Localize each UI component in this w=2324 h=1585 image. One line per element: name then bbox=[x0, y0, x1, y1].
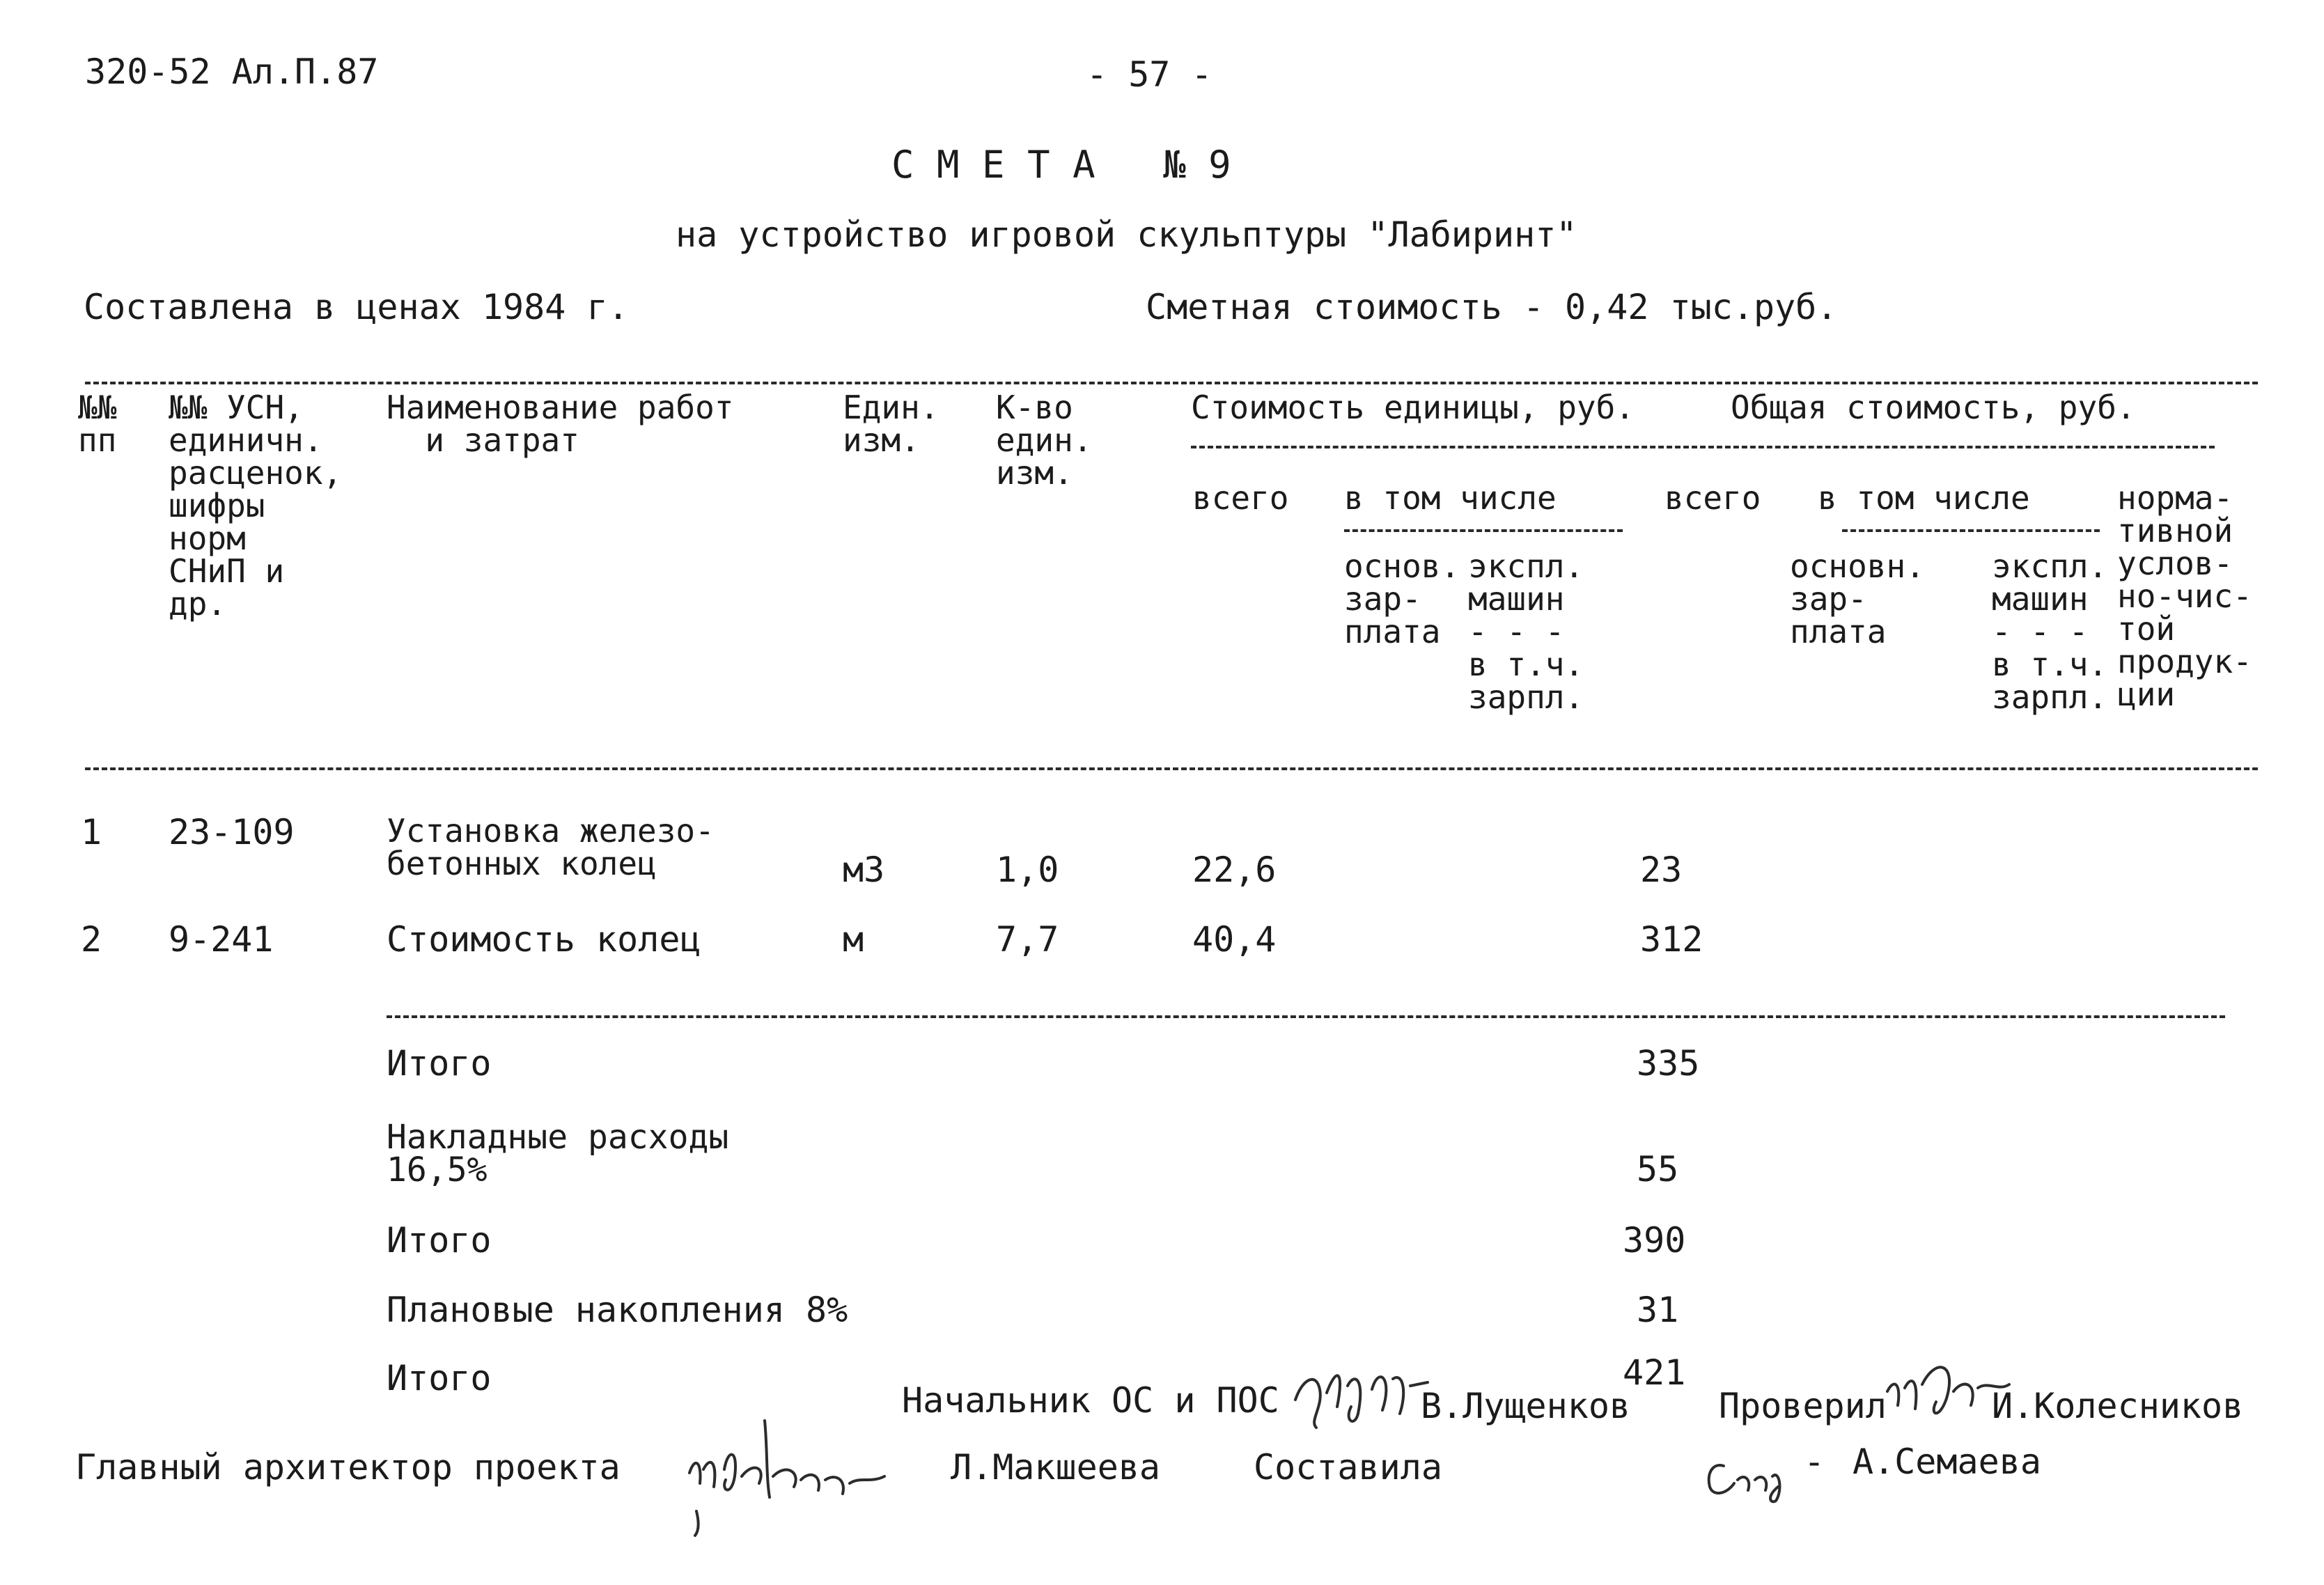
header-qty: К-во един. изм. bbox=[996, 389, 1093, 492]
header-total-cost-total: всего bbox=[1664, 479, 1761, 517]
document-title: С М Е Т А № 9 bbox=[891, 143, 1231, 187]
chief-architect-title: Главный архитектор проекта bbox=[75, 1447, 621, 1488]
summary-planned-savings-label: Плановые накопления 8% bbox=[387, 1290, 848, 1330]
header-total-cost: Общая стоимость, руб. bbox=[1731, 389, 2136, 426]
row-1-unit: м3 bbox=[843, 850, 885, 890]
header-code: №№ УСН, единичн. расценок, шифры норм СНиП и др. bbox=[169, 389, 343, 623]
chief-architect-name: Л.Макшеева bbox=[951, 1447, 1161, 1488]
row-2-name: Стоимость колец bbox=[387, 919, 701, 960]
compiled-name: А.Семаева bbox=[1853, 1442, 2041, 1482]
row-1-code: 23-109 bbox=[169, 812, 295, 852]
page-number: - 57 - bbox=[1086, 54, 1212, 95]
header-name: Наименование работ и затрат bbox=[387, 389, 734, 459]
summary-total-label: Итого bbox=[387, 1358, 492, 1398]
row-2-num: 2 bbox=[81, 919, 102, 960]
chief-dept-name: В.Лущенков bbox=[1421, 1386, 1631, 1426]
summary-total-value: 421 bbox=[1623, 1352, 1686, 1393]
compiled-name-dash: - bbox=[1804, 1442, 1825, 1482]
summary-subtotal-1-value: 335 bbox=[1637, 1043, 1700, 1084]
estimated-cost: Сметная стоимость - 0,42 тыс.руб. bbox=[1146, 287, 1838, 327]
row-2-code: 9-241 bbox=[169, 919, 274, 960]
summary-overhead-label: Накладные расходы 16,5% bbox=[387, 1118, 729, 1189]
row-1-unit-total: 22,6 bbox=[1192, 850, 1277, 890]
header-unit-cost-incl: в том числе bbox=[1344, 479, 1557, 517]
document-subtitle: на устройство игровой скульптуры "Лабиринт" bbox=[676, 214, 1577, 255]
prices-note: Составлена в ценах 1984 г. bbox=[84, 287, 629, 327]
row-1-name: Установка железо- бетонных колец bbox=[387, 812, 715, 882]
row-1-num: 1 bbox=[81, 812, 102, 852]
summary-subtotal-2-value: 390 bbox=[1623, 1220, 1686, 1260]
chief-architect-signature bbox=[683, 1407, 898, 1539]
row-2-total: 312 bbox=[1640, 919, 1703, 960]
header-total-cost-machines: экспл. машин - - - в т.ч. зарпл. bbox=[1992, 547, 2108, 716]
summary-subtotal-2-label: Итого bbox=[387, 1220, 492, 1260]
header-total-cost-wage: основн. зар- плата bbox=[1790, 547, 1925, 650]
header-bottom-rule bbox=[85, 767, 2258, 770]
header-total-cost-incl: в том числе bbox=[1818, 479, 2030, 517]
header-unit: Един. изм. bbox=[843, 389, 939, 459]
total-incl-rule bbox=[1842, 529, 2100, 532]
row-2-unit: м bbox=[843, 919, 864, 960]
chief-dept-signature bbox=[1288, 1351, 1442, 1435]
header-unit-cost-total: всего bbox=[1192, 479, 1289, 517]
header-normative-output: норма- тивной услов- но-чис- той продук- ции bbox=[2117, 479, 2252, 713]
row-2-qty: 7,7 bbox=[996, 919, 1059, 960]
chief-dept-title: Начальник ОС и ПОС bbox=[902, 1380, 1279, 1421]
checked-title: Проверил bbox=[1719, 1386, 1887, 1426]
header-unit-cost: Стоимость единицы, руб. bbox=[1191, 389, 1635, 426]
document-code: 320-52 Ал.П.87 bbox=[85, 52, 379, 92]
compiled-title: Составила bbox=[1254, 1447, 1442, 1488]
row-1-qty: 1,0 bbox=[996, 850, 1059, 890]
row-2-unit-total: 40,4 bbox=[1192, 919, 1277, 960]
header-top-rule bbox=[85, 382, 2258, 384]
summary-planned-savings-value: 31 bbox=[1637, 1290, 1679, 1330]
summary-overhead-value: 55 bbox=[1637, 1149, 1679, 1189]
compiled-signature bbox=[1696, 1428, 1800, 1504]
header-unit-cost-machines: экспл. машин - - - в т.ч. зарпл. bbox=[1468, 547, 1584, 716]
row-1-total: 23 bbox=[1640, 850, 1683, 890]
checked-name: И.Колесников bbox=[1992, 1386, 2244, 1426]
cost-group-rule bbox=[1191, 446, 2215, 448]
header-unit-cost-wage: основ. зар- плата bbox=[1344, 547, 1460, 650]
summary-top-rule bbox=[387, 1015, 2225, 1018]
unit-incl-rule bbox=[1344, 529, 1623, 532]
summary-subtotal-1-label: Итого bbox=[387, 1043, 492, 1084]
header-num: №№ пп bbox=[78, 389, 117, 459]
